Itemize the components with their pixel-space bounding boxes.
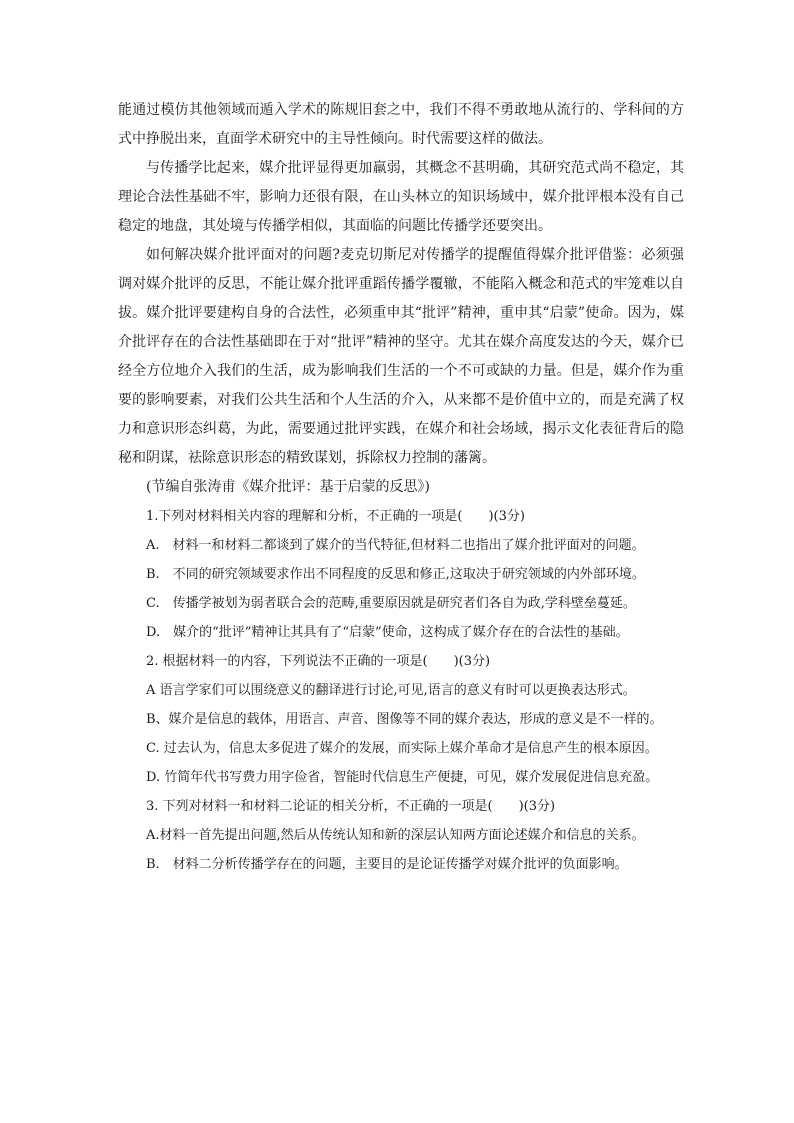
question-2-stem: 2. 根据材料一的内容，下列说法不正确的一项是( )(3分): [146, 654, 491, 669]
question-3-stem: 3. 下列对材料一和材料二论证的相关分析，不正确的一项是( )(3分): [146, 799, 556, 814]
question-1-stem: 1.下列对材料相关内容的理解和分析，不正确的一项是( )(3分): [146, 509, 525, 524]
question-1-option-a: A. 材料一和材料二都谈到了媒介的当代特征,但材料二也指出了媒介批评面对的问题。: [146, 538, 645, 553]
paragraph-3: 如何解决媒介批评面对的问题?麦克切斯尼对传播学的提醒值得媒介批评借鉴：必须强调对媒介批评的反思，不能让媒介批评重蹈传播学覆辙，不能陷入概念和范式的牢笼难以自拔。媒介批评要建构自身的合法性，必须重申其“批评”精神，重申其“启蒙”使命。因为，媒介批评存在的合法性基础即在于对“批评”精神的坚守。尤其在媒介高度发达的今天，媒介已经全方位地介入我们的生活，成为影响我们生活的一个不可或缺的力量。但是，媒介作为重要的影响要素，对我们公共生活和个人生活的介入，从来都不是价值中立的，而是充满了权力和意识形态纠葛，为此，需要通过批评实践，在媒介和社会场域，揭示文化表征背后的隐秘和阴谋，祛除意识形态的精致谋划，拆除权力控制的藩篱。: [118, 247, 684, 466]
question-2-option-c: C. 过去认为，信息太多促进了媒介的发展，而实际上媒介革命才是信息产生的根本原因。: [146, 741, 658, 756]
question-2-option-b: B、媒介是信息的载体，用语言、声音、图像等不同的媒介表达，形成的意义是不一样的。: [146, 712, 663, 727]
question-1-option-b: B. 不同的研究领域要求作出不同程度的反思和修正,这取决于研究领域的内外部环境。: [146, 567, 645, 582]
question-1-option-c: C. 传播学被划为弱者联合会的范畴,重要原因就是研究者们各自为政,学科壁垒蔓延。: [146, 596, 636, 611]
paragraph-2: 与传播学比起来，媒介批评显得更加羸弱，其概念不甚明确，其研究范式尚不稳定，其理论合法性基础不牢，影响力还很有限，在山头林立的知识场域中，媒介批评根本没有自己稳定的地盘，其处境与传播学相似，其面临的问题比传播学还要突出。: [118, 160, 684, 234]
document-page: [118, 96, 684, 879]
source-citation: (节编自张涛甫《媒介批评：基于启蒙的反思》): [146, 479, 430, 495]
question-1-option-d: D. 媒介的“批评”精神让其具有了“启蒙”使命，这构成了媒介存在的合法性的基础。: [146, 625, 629, 640]
question-3-option-a: A.材料一首先提出问题,然后从传统认知和新的深层认知两方面论述媒介和信息的关系。: [146, 828, 645, 843]
paragraph-1: 能通过模仿其他领域而遁入学术的陈规旧套之中，我们不得不勇敢地从流行的、学科间的方式中挣脱出来，直面学术研究中的主导性倾向。时代需要这样的做法。: [118, 102, 684, 147]
question-2-option-d: D. 竹简年代书写费力用字俭省，智能时代信息生产便捷，可见，媒介发展促进信息充盈。: [146, 770, 659, 785]
question-2-option-a: A 语言学家们可以围绕意义的翻译进行讨论,可见,语言的意义有时可以更换表达形式。: [146, 683, 636, 698]
question-3-option-b: B. 材料二分析传播学存在的问题，主要目的是论证传播学对媒介批评的负面影响。: [146, 857, 628, 872]
